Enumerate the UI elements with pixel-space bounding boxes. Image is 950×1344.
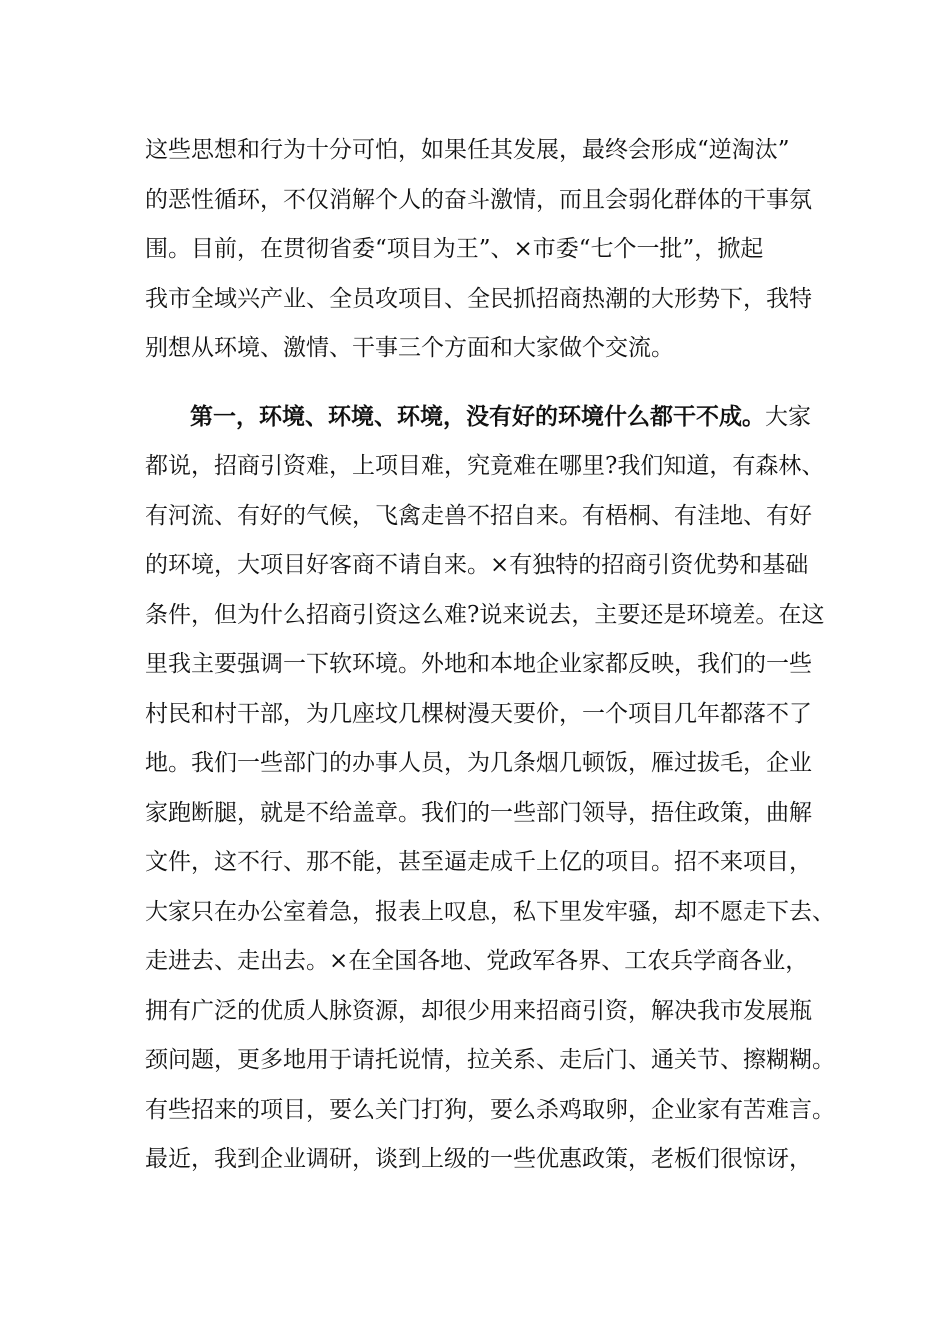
paragraph-line: 这些思想和行为十分可怕，如果任其发展，最终会形成“逆淘汰”	[145, 137, 790, 163]
paragraph-line: 的环境，大项目好客商不请自来。×有独特的招商引资优势和基础	[145, 552, 809, 578]
paragraph-line: 都说，招商引资难，上项目难，究竟难在哪里?我们知道，有森林、	[145, 453, 825, 479]
paragraph-line: 有河流、有好的气候，飞禽走兽不招自来。有梧桐、有洼地、有好	[145, 503, 812, 529]
paragraph-line: 拥有广泛的优质人脉资源，却很少用来招商引资，解决我市发展瓶	[145, 998, 812, 1024]
paragraph-line: 有些招来的项目，要么关门打狗，要么杀鸡取卵，企业家有苦难言。	[145, 1097, 835, 1123]
paragraph-line: 文件，这不行、那不能，甚至逼走成千上亿的项目。招不来项目，	[145, 849, 812, 875]
paragraph-line: 别想从环境、激情、干事三个方面和大家做个交流。	[145, 335, 674, 361]
paragraph-line: 大家只在办公室着急，报表上叹息，私下里发牢骚，却不愿走下去、	[145, 899, 835, 925]
paragraph-text: 大家	[765, 404, 811, 430]
paragraph-line: 围。目前，在贯彻省委“项目为王”、×市委“七个一批”，掀起	[145, 236, 764, 262]
paragraph-line: 地。我们一些部门的办事人员，为几条烟几顿饭，雁过拔毛，企业	[145, 750, 812, 776]
paragraph-line: 的恶性循环，不仅消解个人的奋斗激情，而且会弱化群体的干事氛	[145, 187, 812, 213]
paragraph-line: 颈问题，更多地用于请托说情，拉关系、走后门、通关节、擦糊糊。	[145, 1047, 835, 1073]
paragraph-line: 条件，但为什么招商引资这么难?说来说去，主要还是环境差。在这	[145, 602, 825, 628]
paragraph-first-line	[190, 397, 815, 437]
paragraph-line: 最近，我到企业调研，谈到上级的一些优惠政策，老板们很惊讶，	[145, 1146, 812, 1172]
paragraph-line: 家跑断腿，就是不给盖章。我们的一些部门领导，捂住政策，曲解	[145, 800, 812, 826]
section-heading: 第一，环境、环境、环境，没有好的环境什么都干不成。	[190, 403, 765, 430]
paragraph-line: 走进去、走出去。×在全国各地、党政军各界、工农兵学商各业，	[145, 948, 809, 974]
paragraph-line: 村民和村干部，为几座坟几棵树漫天要价，一个项目几年都落不了	[145, 701, 812, 727]
paragraph-line: 我市全域兴产业、全员攻项目、全民抓招商热潮的大形势下，我特	[145, 286, 812, 312]
paragraph-line: 里我主要强调一下软环境。外地和本地企业家都反映，我们的一些	[145, 651, 812, 677]
